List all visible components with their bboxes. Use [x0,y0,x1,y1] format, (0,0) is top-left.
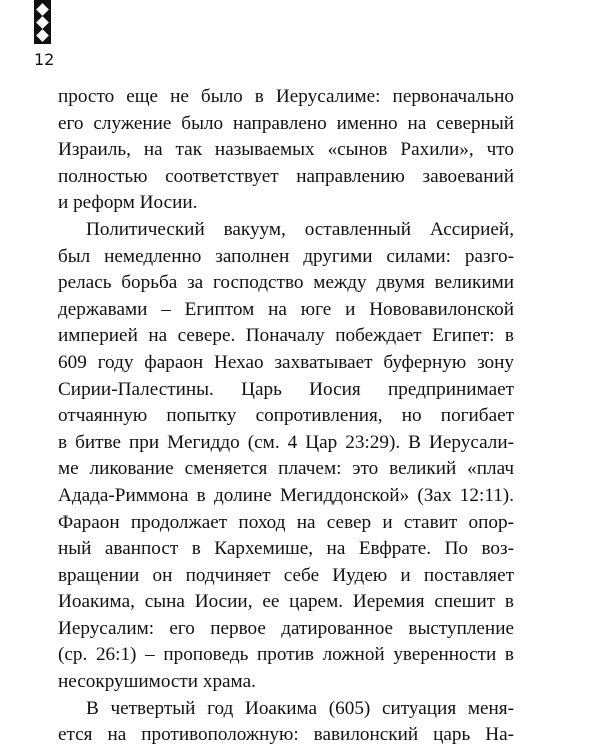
text-line: его служение было направлено именно на северный [58,112,514,134]
text-line: и реформ Иосии. [58,192,198,214]
text-line: Иерусалим: его первое датированное выступление [58,617,514,639]
text-line: ме ликование сменяется плачем: это великий «плач [58,458,514,480]
text-line: в битве при Мегиддо (см. 4 Цар 23:29). В Иерусали- [58,431,514,453]
text-line: Фараон продолжает поход на север и ставит опор- [58,511,514,533]
page-ornament [34,0,51,44]
body-text [58,84,514,749]
text-line: несокрушимости храма. [58,671,256,693]
diamond-ornament-icon [36,3,49,16]
text-line: полностью соответствует направлению завоеваний [58,165,514,187]
text-line: был немедленно заполнен другими силами: разго- [58,245,514,267]
text-line: ется на противоположную: вавилонский царь На- [58,724,514,746]
text-line: 609 году фараон Нехао захватывает буферную зону [58,351,514,373]
text-line: просто еще не было в Иерусалиме: первоначально [58,86,514,107]
text-line: Политический вакуум, оставленный Ассирией, [86,218,514,240]
text-line: релась борьба за господство между двумя великими [58,272,514,294]
text-line: ный аванпост в Кархемише, на Евфрате. По воз- [58,538,514,560]
text-line: отчаянную попытку сопротивления, но погибает [58,405,514,427]
text-line: В четвертый год Иоакима (605) ситуация меня- [86,697,514,719]
text-line: империей на севере. Поначалу побеждает Египет: в [58,325,514,347]
text-line: Иоакима, сына Иосии, ее царем. Иеремия спешит в [58,591,514,613]
text-line: Израиль, на так называемых «сынов Рахили», что [58,139,514,161]
text-line: Сирии-Палестины. Царь Иосия предпринимает [58,378,514,400]
text-line: Адада-Риммона в долине Мегиддонской» (Зах 12:11). [58,484,514,506]
page-number: 12 [34,50,55,69]
text-line: вращении он подчиняет себе Иудею и поставляет [58,564,514,586]
diamond-ornament-icon [36,29,49,42]
text-line: державами – Египтом на юге и Нововавилонской [58,298,514,320]
diamond-ornament-icon [36,16,49,29]
text-line: (ср. 26:1) – проповедь против ложной уверенности в [58,644,514,666]
